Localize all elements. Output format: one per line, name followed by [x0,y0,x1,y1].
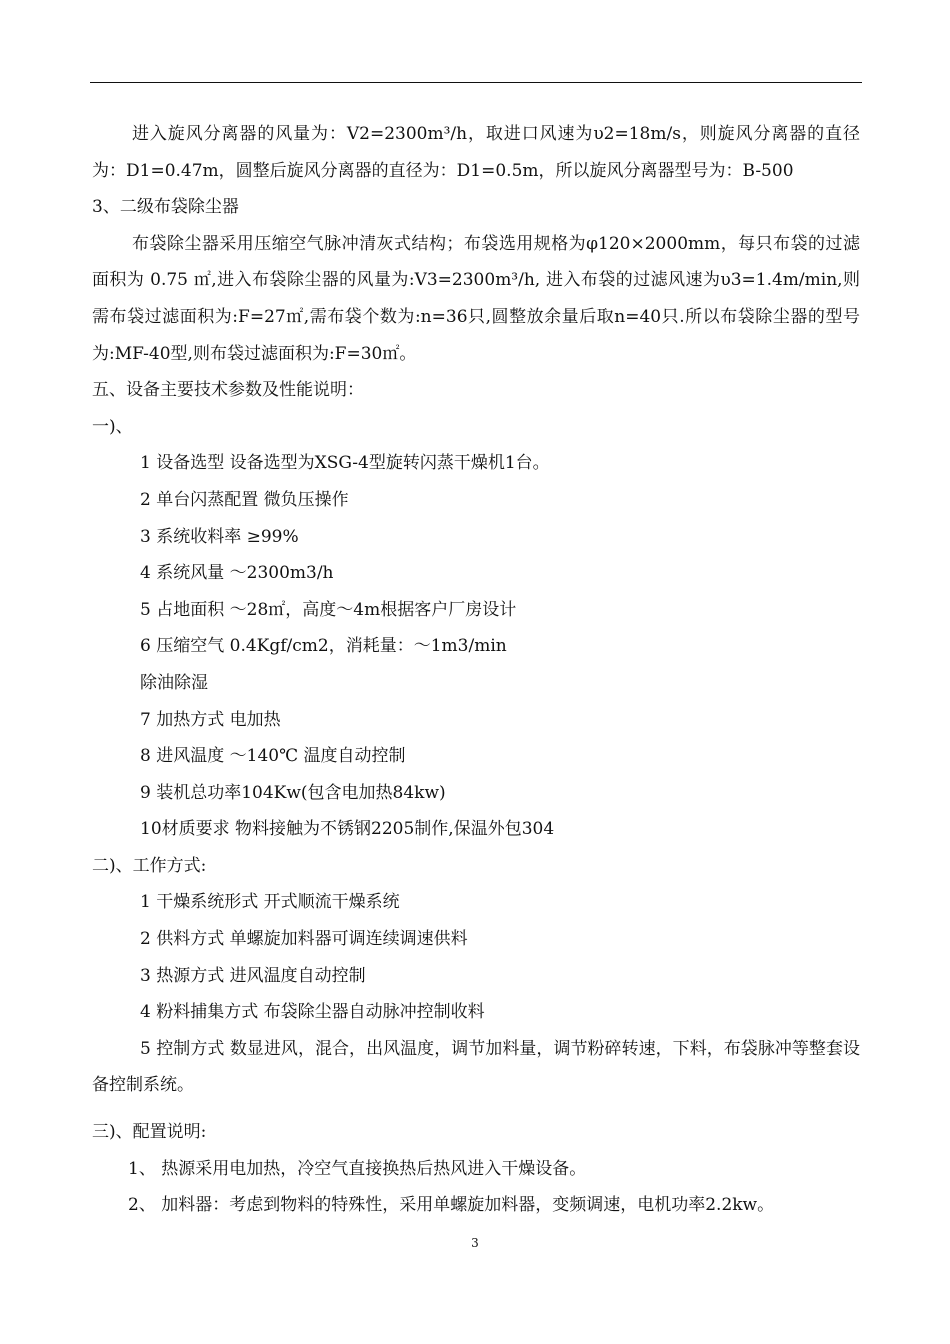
document-body [92,116,860,1224]
config-item: 2、 加料器：考虑到物料的特殊性，采用单螺旋加料器，变频调速，电机功率2.2kw。 [128,1195,775,1216]
spec-item: 10材质要求 物料接触为不锈钢2205制作,保温外包304 [140,819,555,840]
spec-item: 2 单台闪蒸配置 微负压操作 [140,489,349,510]
spec-item: 8 进风温度 ～140℃ 温度自动控制 [140,746,406,767]
spec-item: 除油除湿 [140,672,208,693]
work-item: 3 热源方式 进风温度自动控制 [140,965,366,986]
spec-item: 9 装机总功率104Kw(包含电加热84kw) [140,782,446,803]
heading-bag-filter: 3、二级布袋除尘器 [92,197,239,218]
subsection-2-title: 二)、工作方式: [92,855,207,876]
paragraph-bag-filter: 布袋除尘器采用压缩空气脉冲清灰式结构；布袋选用规格为φ120×2000mm，每只布袋的过滤面积为 0.75 ㎡,进入布袋除尘器的风量为:V3=2300m³/h, 进入布袋的过滤风速为υ3=1.4m/min,则需布袋过滤面积为:F=27㎡,需布袋个数为:n=36只,圆整放余量后取n=40只.所以布袋除尘器的型号为:MF-40型,则布袋过滤面积为:F=30㎡。 [92,233,860,364]
spec-item: 1 设备选型 设备选型为XSG-4型旋转闪蒸干燥机1台。 [140,453,550,474]
subsection-1-title: 一)、 [92,416,133,437]
spec-item: 5 占地面积 ～28㎡，高度～4m根据客户厂房设计 [140,599,517,620]
paragraph-cyclone: 进入旋风分离器的风量为：V2=2300m³/h，取进口风速为υ2=18m/s，则旋风分离器的直径为：D1=0.47m，圆整后旋风分离器的直径为：D1=0.5m，所以旋风分离器型号为：B-500 [92,124,860,181]
work-item-control: 5 控制方式 数显进风，混合，出风温度，调节加料量，调节粉碎转速，下料，布袋脉冲等整套设备控制系统。 [92,1038,860,1096]
work-item: 4 粉料捕集方式 布袋除尘器自动脉冲控制收料 [140,1002,485,1023]
config-item: 1、 热源采用电加热，冷空气直接换热后热风进入干燥设备。 [128,1158,587,1179]
section-title: 五、设备主要技术参数及性能说明： [92,380,364,401]
spec-item: 7 加热方式 电加热 [140,709,281,730]
header-rule [90,82,862,83]
work-item: 2 供料方式 单螺旋加料器可调连续调速供料 [140,929,468,950]
page-number: 3 [471,1236,479,1250]
subsection-3-title: 三)、配置说明: [92,1122,207,1143]
spec-item: 3 系统收料率 ≥99% [140,526,299,547]
work-item: 1 干燥系统形式 开式顺流干燥系统 [140,892,400,913]
spec-item: 6 压缩空气 0.4Kgf/cm2，消耗量：～1m3/min [140,636,507,657]
spec-item: 4 系统风量 ～2300m3/h [140,563,334,584]
